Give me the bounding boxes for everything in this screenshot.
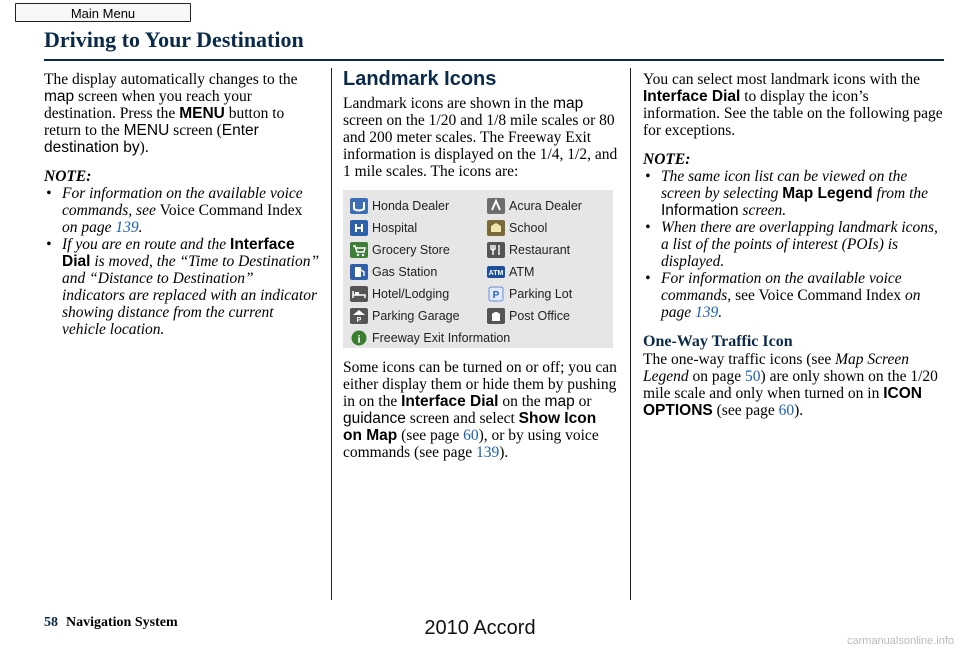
legend-acura-dealer: Acura Dealer	[487, 196, 582, 216]
legend-atm: ATM ATM	[488, 264, 535, 279]
info-icon	[350, 330, 368, 346]
note-item: • If you are en route and the Interface Dial is moved, the “Time to Destination” and “Distance to Destination” indicators are replaced with an indicator showing distance from the current vehicle location.	[44, 236, 320, 338]
paragraph-select-icon: You can select most landmark icons with the Interface Dial to display the icon’s information. See the table on the following page for exceptions.	[643, 71, 943, 139]
page-number: 58	[44, 615, 58, 630]
svg-text:ATM: ATM	[488, 270, 504, 277]
one-way-traffic-heading: One-Way Traffic Icon	[643, 333, 793, 350]
legend-honda-dealer: Honda Dealer	[350, 196, 449, 216]
page-link[interactable]: 139	[115, 219, 139, 236]
column-divider-right	[630, 68, 631, 600]
legend-freeway-exit: i Freeway Exit Information	[350, 328, 510, 348]
bed-icon	[350, 286, 368, 302]
legend-parking-garage: P Parking Garage	[350, 306, 460, 326]
legend-restaurant: Restaurant	[487, 240, 570, 260]
svg-text:i: i	[357, 333, 361, 346]
hospital-icon	[350, 220, 368, 236]
grocery-cart-icon	[350, 242, 368, 258]
page-link[interactable]: 60	[778, 402, 795, 419]
school-icon	[487, 220, 505, 236]
paragraph-icon-toggle: Some icons can be turned on or off; you can either display them or hide them by pushing in on the Interface Dial on the map or guidance screen and select Show Icon on Map (see page 60), or by using voice commands (see page 139).	[343, 359, 617, 461]
column-3	[643, 71, 943, 419]
page-title: Driving to Your Destination	[44, 27, 304, 52]
page-link[interactable]: 139	[695, 304, 719, 321]
paragraph-one-way: The one-way traffic icons (see Map Screen Legend on page 50) are only shown on the 1/20 mile scale and only when turned on in ICON OPTIONS (see page 60).	[643, 351, 938, 419]
acura-dealer-icon	[487, 198, 505, 214]
legend-hospital: Hospital	[350, 218, 417, 238]
svg-text:P: P	[356, 317, 362, 324]
mailbox-icon	[487, 308, 505, 324]
parking-garage-icon	[350, 308, 368, 324]
note-item: • When there are overlapping landmark icons, a list of the points of interest (POIs) is displayed.	[643, 219, 943, 270]
atm-icon	[487, 264, 505, 280]
note-label: NOTE:	[44, 168, 92, 185]
parking-icon	[487, 286, 505, 302]
section-name: Navigation System	[66, 615, 178, 630]
note-label: NOTE:	[643, 151, 691, 168]
legend-grocery-store: Grocery Store	[350, 240, 450, 260]
note-list	[44, 185, 320, 338]
landmark-icons-heading: Landmark Icons	[343, 68, 497, 90]
page-link[interactable]: 50	[745, 368, 761, 385]
legend-hotel-lodging: Hotel/Lodging	[350, 284, 449, 304]
note-item: • For information on the available voice commands, see Voice Command Index on page 139.	[643, 270, 943, 321]
svg-text:P: P	[492, 290, 500, 301]
footer-model-name: 2010 Accord	[424, 617, 536, 639]
honda-dealer-icon	[350, 198, 368, 214]
note-item: • For information on the available voice commands, see Voice Command Index on page 139.	[44, 185, 320, 236]
column-divider-left	[331, 68, 332, 600]
title-divider	[44, 59, 944, 61]
legend-parking-lot: P Parking Lot	[487, 284, 572, 304]
legend-post-office: Post Office	[487, 306, 570, 326]
note-list	[643, 168, 943, 321]
legend-gas-station: Gas Station	[350, 262, 437, 282]
note-item: • The same icon list can be viewed on the screen by selecting Map Legend from the Information screen.	[643, 168, 943, 219]
column-1	[44, 71, 320, 338]
paragraph-destination-reached: The display automatically changes to the map screen when you reach your destination. Press the MENU button to return to the MENU screen (Enter destination by).	[44, 71, 298, 156]
watermark: carmanualsonline.info	[846, 635, 954, 647]
legend-school: School	[487, 218, 547, 238]
paragraph-landmark-scales: Landmark icons are shown in the map screen on the 1/20 and 1/8 mile scales or 80 and 200 meter scales. The Freeway Exit information is displayed on the 1/4, 1/2, and 1 mile scales. The icons are:	[343, 95, 618, 180]
main-menu-button[interactable]: Main Menu	[15, 3, 191, 22]
gas-pump-icon	[350, 264, 368, 280]
page-link[interactable]: 139	[476, 444, 500, 461]
page-link[interactable]: 60	[463, 427, 479, 444]
column-2	[343, 67, 618, 461]
restaurant-icon	[487, 242, 505, 258]
landmark-icon-legend	[343, 190, 613, 348]
